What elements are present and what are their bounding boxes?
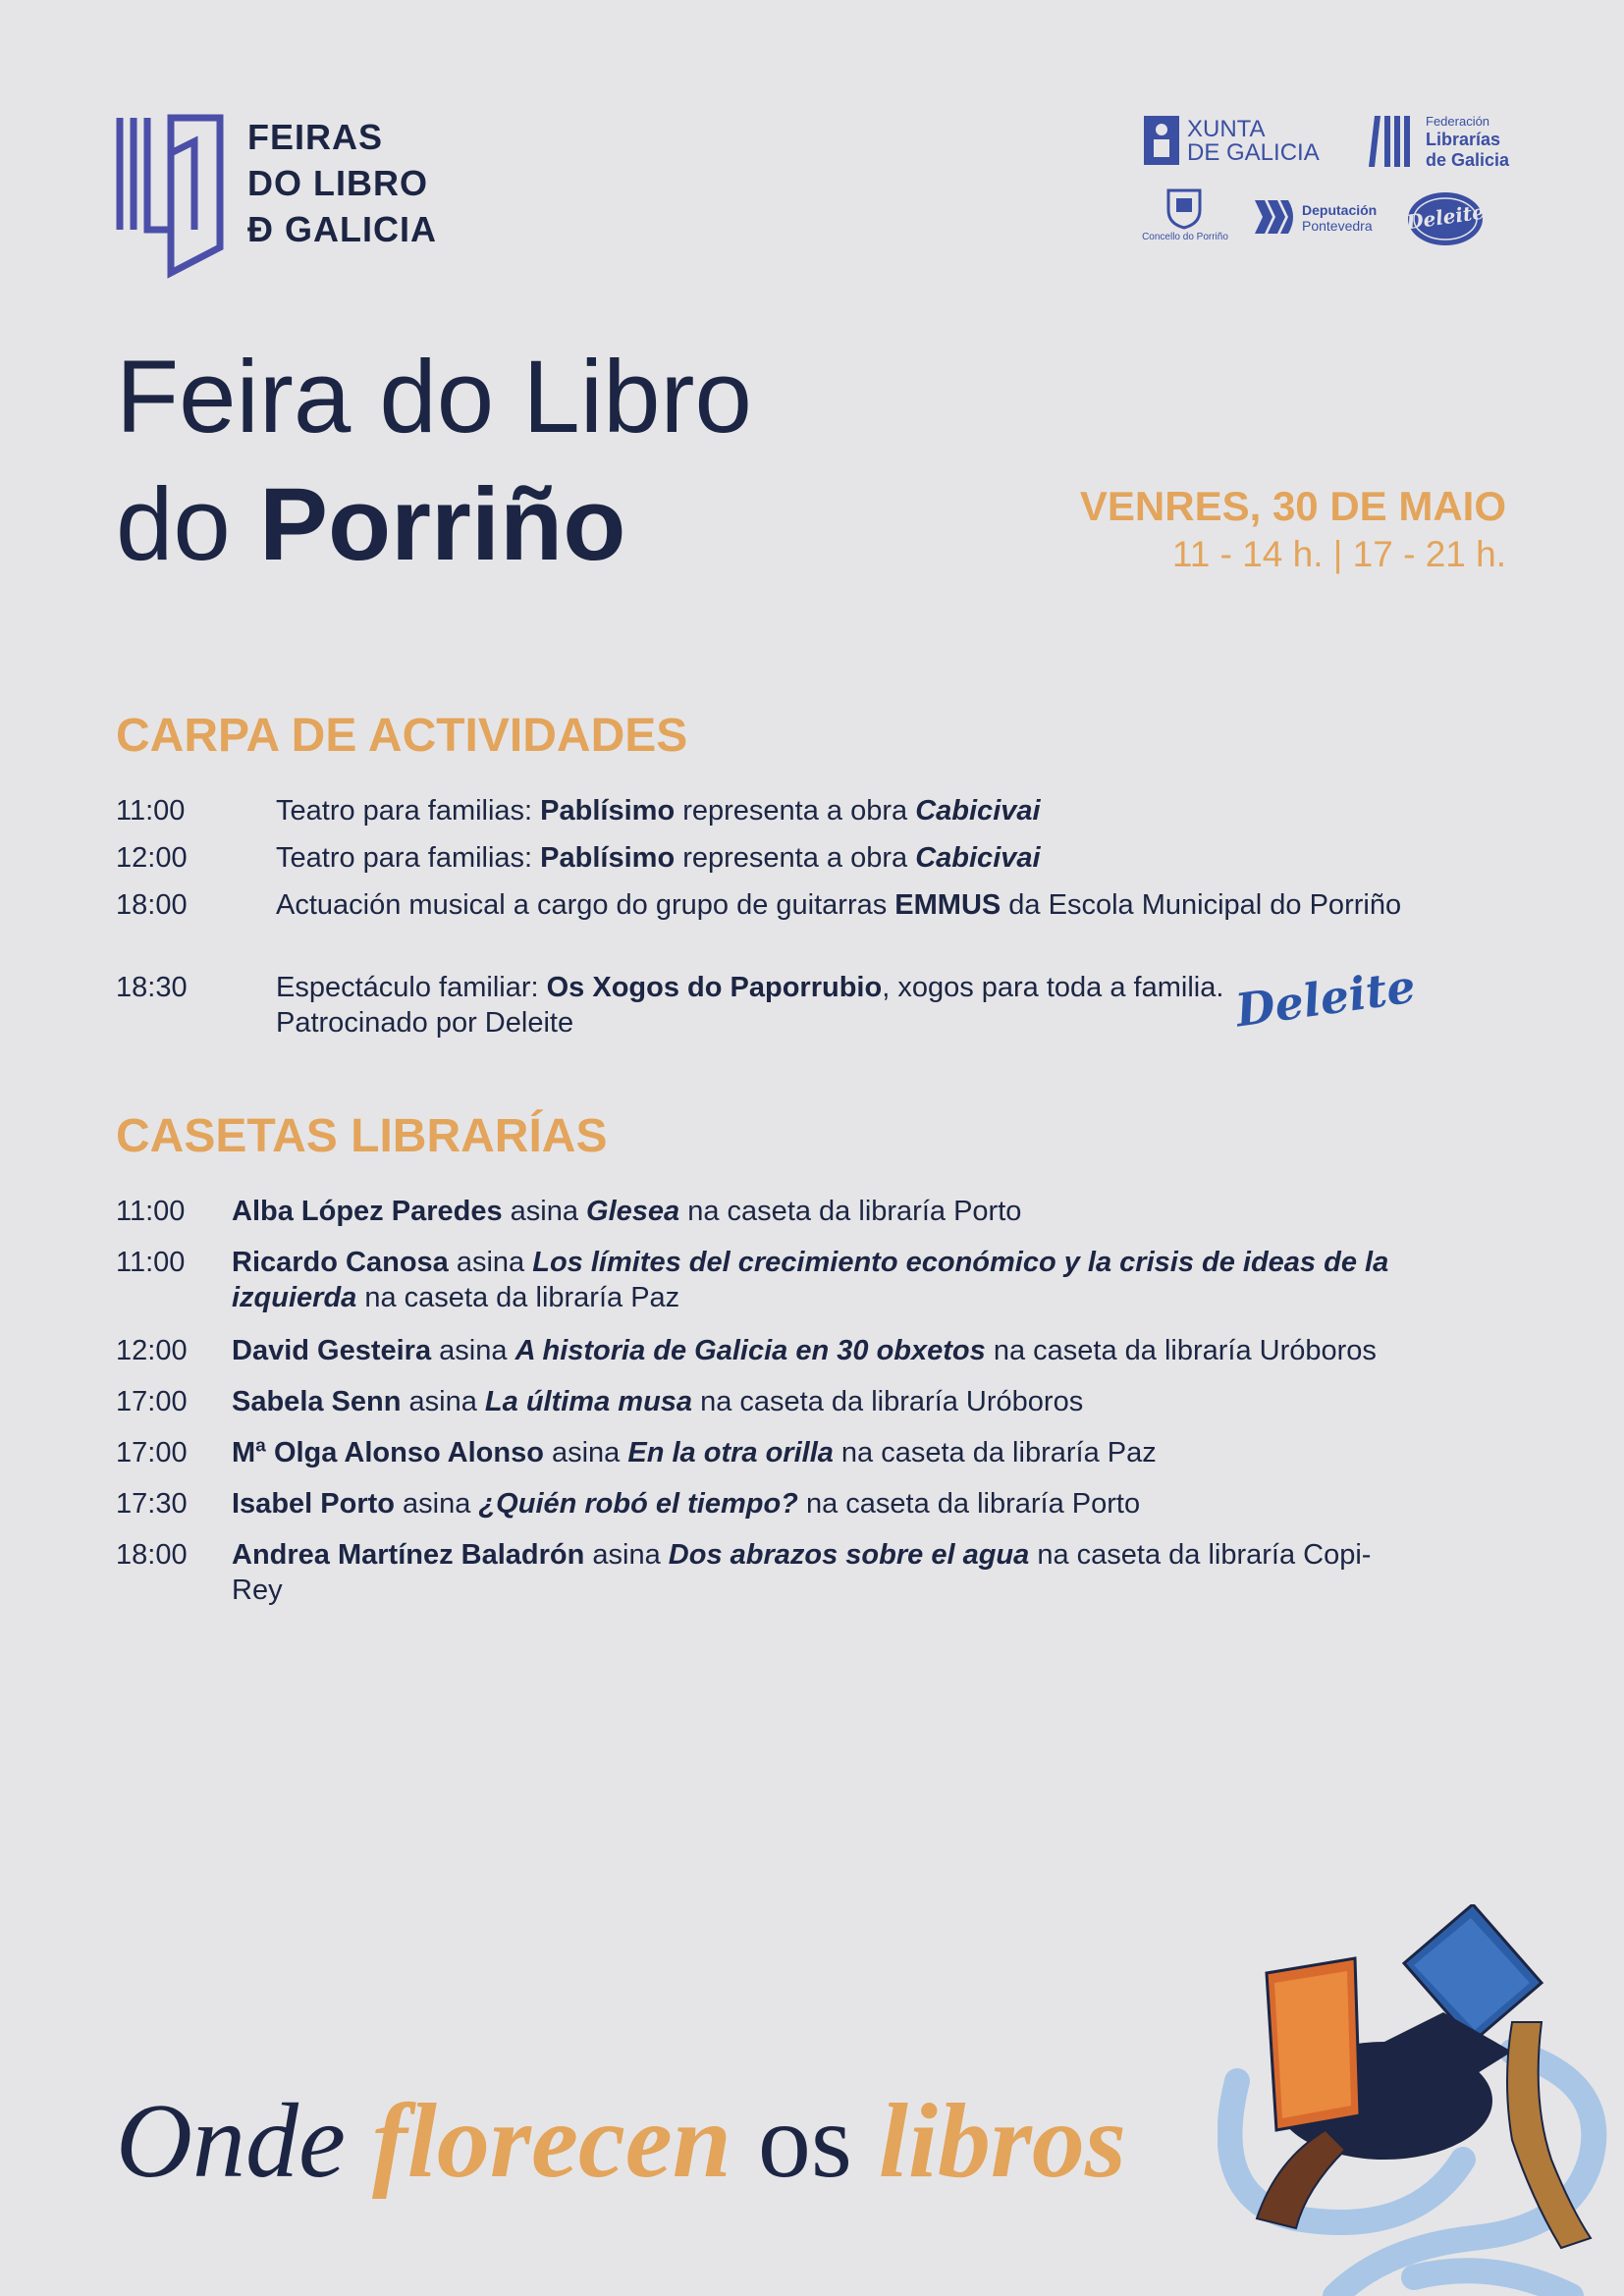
- feiras-logo-text: [247, 114, 437, 252]
- xunta-line-1: XUNTA: [1187, 116, 1266, 142]
- caseta-time: 17:00: [116, 1437, 188, 1468]
- caseta-text: Isabel Porto asina ¿Quién robó el tiempo? na caseta da libraría Porto: [232, 1488, 1141, 1520]
- deputacion-chevrons-icon: [1255, 200, 1298, 234]
- deputacion-line-1: Deputación: [1302, 202, 1378, 218]
- deleite-badge-text: Deleite: [1404, 199, 1487, 235]
- carpa-text: Actuación musical a cargo do grupo de guitarras EMMUS da Escola Municipal do Porriño: [276, 889, 1402, 921]
- deleite-sponsor-logo: [1406, 190, 1485, 247]
- slogan-word-2: florecen: [371, 2083, 731, 2200]
- federacion-bars-icon: [1367, 116, 1414, 167]
- concello-label: Concello do Porriño: [1142, 232, 1228, 242]
- slogan-word-1: Onde: [116, 2083, 346, 2200]
- logo-line-1: FEIRAS: [247, 117, 384, 157]
- books-hands-illustration-icon: [1218, 1904, 1624, 2296]
- event-hours: 11 - 14 h. | 17 - 21 h.: [1171, 534, 1506, 574]
- logo-line-3: Ð GALICIA: [247, 209, 437, 249]
- caseta-text: Ricardo Canosa asina Los límites del crecimiento económico y la crisis de ideas de la izquierda na caseta da libraría Paz: [232, 1247, 1389, 1313]
- carpa-heading: CARPA DE ACTIVIDADES: [116, 710, 688, 762]
- deleite-brand-mark: Deleite: [1232, 959, 1419, 1038]
- carpa-text: Teatro para familias: Pablísimo representa a obra Cabicivai: [276, 842, 1041, 874]
- carpa-text: Espectáculo familiar: Os Xogos do Paporrubio, xogos para toda a familia. Patrocinado por Deleite: [276, 972, 1224, 1039]
- title-prefix: do: [116, 467, 231, 582]
- caseta-text: David Gesteira asina A historia de Galicia en 30 obxetos na caseta da libraría Uróboros: [232, 1335, 1377, 1366]
- caseta-time: 11:00: [116, 1247, 186, 1278]
- caseta-text: Mª Olga Alonso Alonso asina En la otra orilla na caseta da libraría Paz: [232, 1437, 1157, 1468]
- caseta-text: Andrea Martínez Baladrón asina Dos abrazos sobre el agua na caseta da libraría Copi-Rey: [232, 1539, 1372, 1606]
- caseta-time: 17:30: [116, 1488, 188, 1520]
- caseta-time: 12:00: [116, 1335, 188, 1366]
- slogan: [116, 2081, 1126, 2203]
- page-title-line-1: Feira do Libro: [116, 340, 752, 454]
- title-town: Porriño: [258, 467, 626, 582]
- xunta-line-2: DE GALICIA: [1187, 139, 1320, 166]
- page-title-line-2: [116, 466, 625, 584]
- logo-line-2: DO LIBRO: [247, 163, 428, 203]
- concello-crest-icon: [1164, 187, 1204, 230]
- caseta-time: 11:00: [116, 1196, 186, 1227]
- carpa-time: 11:00: [116, 795, 186, 827]
- carpa-time: 12:00: [116, 842, 188, 874]
- carpa-text: Teatro para familias: Pablísimo representa a obra Cabicivai: [276, 795, 1041, 827]
- feiras-logo-mark-icon: [116, 114, 224, 279]
- carpa-time: 18:30: [116, 972, 188, 1003]
- federacion-line-2: de Galicia: [1426, 150, 1510, 170]
- deputacion-line-2: Pontevedra: [1302, 218, 1373, 234]
- xunta-shield-icon: [1144, 116, 1179, 165]
- federacion-small: Federación: [1426, 114, 1490, 129]
- slogan-word-3: os: [757, 2083, 852, 2200]
- event-day: VENRES, 30 DE MAIO: [1079, 483, 1506, 529]
- slogan-word-4: libros: [878, 2083, 1126, 2200]
- event-date: [1080, 481, 1506, 577]
- carpa-time: 18:00: [116, 889, 188, 921]
- caseta-time: 18:00: [116, 1539, 188, 1571]
- federacion-line-1: Librarías: [1426, 130, 1501, 149]
- caseta-text: Sabela Senn asina La última musa na caseta da libraría Uróboros: [232, 1386, 1084, 1417]
- casetas-heading: CASETAS LIBRARÍAS: [116, 1110, 608, 1162]
- caseta-time: 17:00: [116, 1386, 188, 1417]
- caseta-text: Alba López Paredes asina Glesea na caseta da libraría Porto: [232, 1196, 1022, 1227]
